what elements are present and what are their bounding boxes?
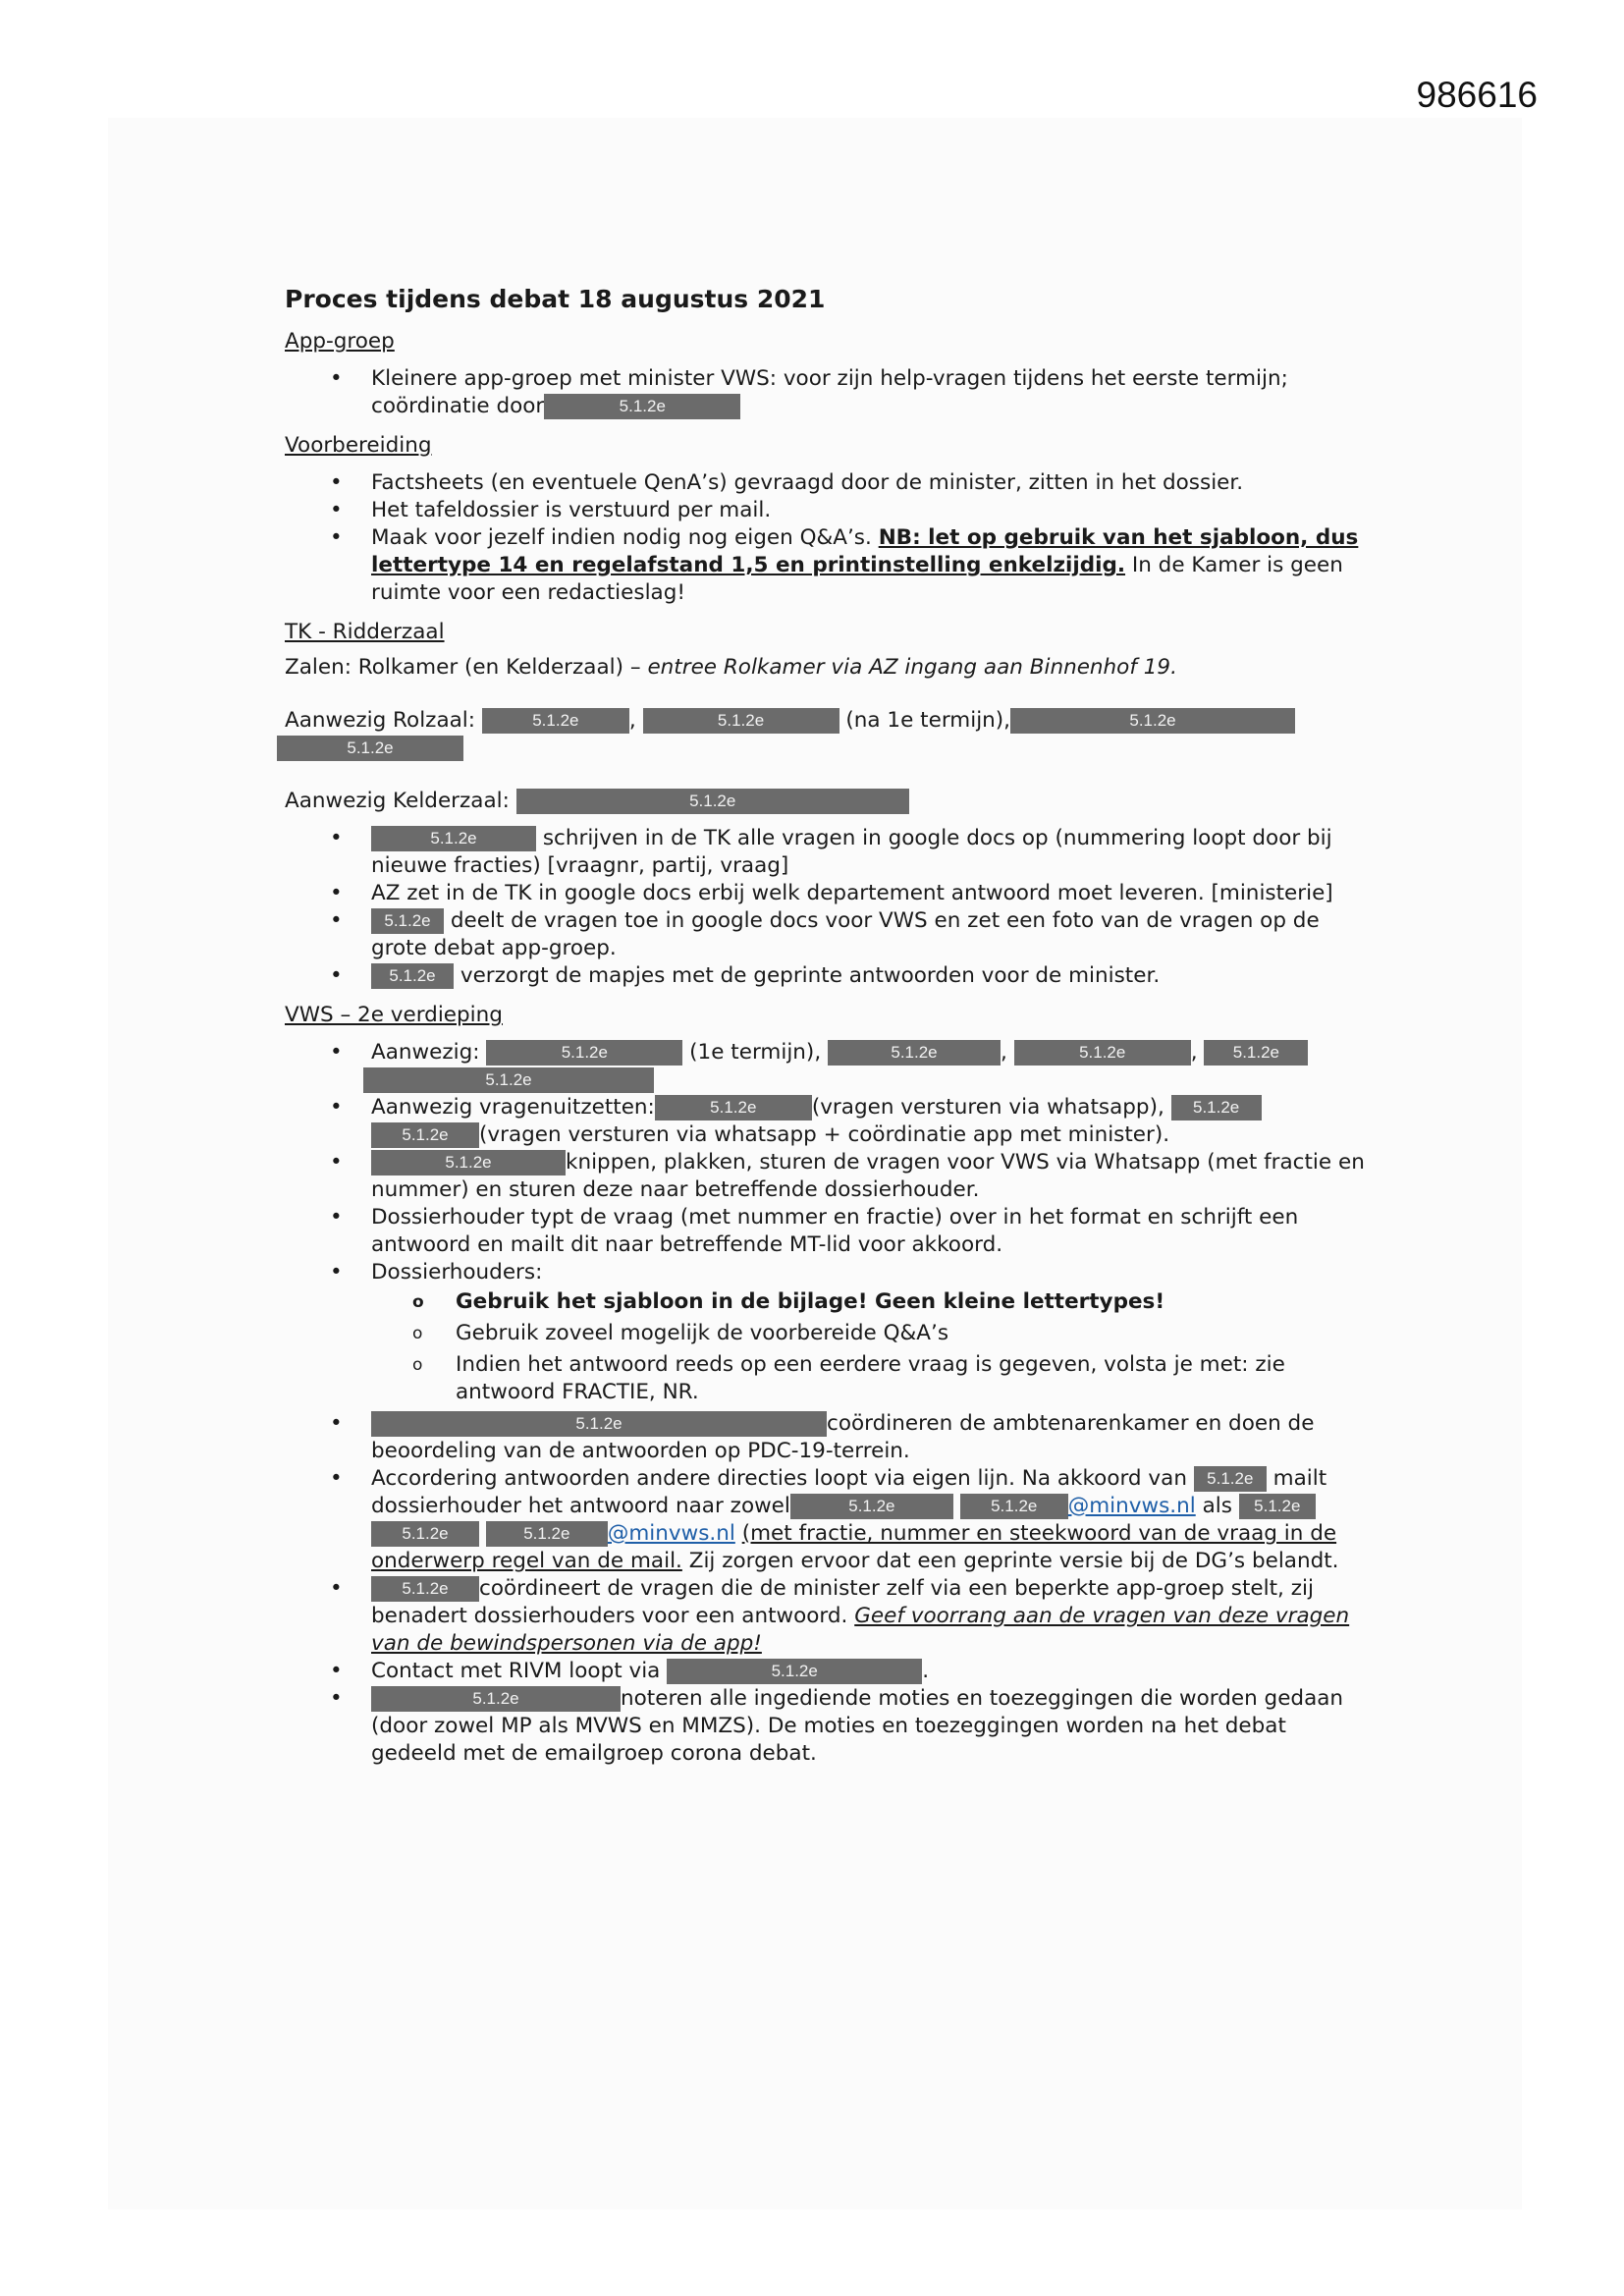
redaction-block: 5.1.2e bbox=[1014, 1040, 1191, 1066]
list-item: • Aanwezig vragenuitzetten: 5.1.2e (vragen versturen via whatsapp), 5.1.2e 5.1.2e (vragen versturen via whatsapp + coördinatie app met minister). bbox=[371, 1094, 1365, 1149]
list-item: • Maak voor jezelf indien nodig nog eigen Q&A’s. NB: let op gebruik van het sjabloon, dus lettertype 14 en regelafstand 1,5 en printinstelling enkelzijdig. In de Kamer is geen ruimte voor een redactieslag! bbox=[371, 524, 1365, 607]
redaction-block: 5.1.2e bbox=[277, 736, 463, 761]
list-item: • 5.1.2e deelt de vragen toe in google docs voor VWS en zet een foto van de vragen op de grote debat app-groep. bbox=[371, 907, 1365, 962]
redaction-block: 5.1.2e bbox=[828, 1040, 1001, 1066]
list-item: • Accordering antwoorden andere directies loopt via eigen lijn. Na akkoord van 5.1.2e mailt dossierhouder het antwoord naar zowel 5.1.2e 5.1.2e @minvws.nl als 5.1.2e 5.1.2e 5.1.2e @minvws.nl (met fractie, nummer en steekwoord van de vraag in de onderwerp regel van de mail. Zij zorgen ervoor dat een geprinte versie bij de DG’s belandt. bbox=[371, 1465, 1365, 1575]
redaction-block: 5.1.2e bbox=[363, 1067, 654, 1093]
list-item: • 5.1.2e noteren alle ingediende moties en toezeggingen die worden gedaan (door zowel MP als MVWS en MMZS). De moties en toezeggingen worden na het debat gedeeld met de emailgroep corona debat. bbox=[371, 1685, 1365, 1768]
document-title: Proces tijdens debat 18 augustus 2021 bbox=[285, 285, 826, 313]
redaction-block: 5.1.2e bbox=[516, 789, 909, 814]
sublist-item: o Gebruik het sjabloon in de bijlage! Geen kleine lettertypes! bbox=[456, 1288, 1365, 1316]
list-item: • Factsheets (en eventuele QenA’s) gevraagd door de minister, zitten in het dossier. bbox=[371, 469, 1365, 497]
rolzaal-line: Aanwezig Rolzaal: 5.1.2e , 5.1.2e (na 1e termijn), 5.1.2e 5.1.2e bbox=[285, 707, 1365, 762]
list-item: • 5.1.2e coördineert de vragen die de minister zelf via een beperkte app-groep stelt, zij benadert dossierhouders voor een antwoord. Geef voorrang aan de vragen van deze vragen van de bewindspersonen via de app! bbox=[371, 1575, 1365, 1658]
document-number: 986616 bbox=[1416, 75, 1538, 115]
kelderzaal-line: Aanwezig Kelderzaal: 5.1.2e bbox=[285, 788, 1365, 815]
tk-list bbox=[285, 825, 1365, 990]
redaction-block: 5.1.2e bbox=[371, 908, 444, 934]
document-body bbox=[285, 283, 1365, 1779]
redaction-block: 5.1.2e bbox=[371, 826, 536, 851]
section-heading-voorbereiding: Voorbereiding bbox=[285, 433, 432, 458]
list-item: • 5.1.2e schrijven in de TK alle vragen in google docs op (nummering loopt door bij nieuwe fracties) [vraagnr, partij, vraag] bbox=[371, 825, 1365, 880]
list-item: • Het tafeldossier is verstuurd per mail. bbox=[371, 497, 1365, 524]
redaction-block: 5.1.2e bbox=[486, 1040, 682, 1066]
section-heading-vws: VWS – 2e verdieping bbox=[285, 1003, 503, 1027]
email-domain-link[interactable]: @minvws.nl bbox=[1067, 1494, 1196, 1518]
section-heading-tk: TK - Ridderzaal bbox=[285, 620, 445, 644]
list-item: • AZ zet in de TK in google docs erbij welk departement antwoord moet leveren. [ministerie] bbox=[371, 880, 1365, 907]
sublist-item: o Indien het antwoord reeds op een eerdere vraag is gegeven, volsta je met: zie antwoord FRACTIE, NR. bbox=[456, 1351, 1365, 1406]
redaction-block: 5.1.2e bbox=[790, 1494, 953, 1519]
redaction-block: 5.1.2e bbox=[486, 1521, 608, 1547]
list-item: • Aanwezig: 5.1.2e (1e termijn), 5.1.2e , 5.1.2e , 5.1.2e 5.1.2e bbox=[371, 1039, 1365, 1094]
redaction-block: 5.1.2e bbox=[371, 1576, 479, 1602]
app-groep-list bbox=[285, 365, 1365, 420]
voorbereiding-list bbox=[285, 469, 1365, 607]
redaction-block: 5.1.2e bbox=[960, 1494, 1068, 1519]
template-warning: NB: let op gebruik van het sjabloon, dus lettertype 14 en regelafstand 1,5 en printinstelling enkelzijdig. bbox=[371, 525, 1359, 577]
redaction-block: 5.1.2e bbox=[371, 1150, 566, 1175]
sublist-item: o Gebruik zoveel mogelijk de voorbereide Q&A’s bbox=[456, 1320, 1365, 1347]
redaction-block: 5.1.2e bbox=[655, 1095, 812, 1121]
list-item: • Contact met RIVM loopt via 5.1.2e . bbox=[371, 1658, 1365, 1685]
email-domain-link[interactable]: @minvws.nl bbox=[607, 1521, 735, 1546]
redaction-block: 5.1.2e bbox=[1194, 1466, 1267, 1492]
list-item: • Dossierhouder typt de vraag (met nummer en fractie) over in het format en schrijft een antwoord en mailt dit naar betreffende MT-lid voor akkoord. bbox=[371, 1204, 1365, 1259]
redaction-block: 5.1.2e bbox=[371, 963, 454, 989]
redaction-block: 5.1.2e bbox=[371, 1686, 621, 1712]
vws-list bbox=[285, 1039, 1365, 1768]
redaction-block: 5.1.2e bbox=[1204, 1040, 1308, 1066]
redaction-block: 5.1.2e bbox=[1010, 708, 1295, 734]
list-item: • Kleinere app-groep met minister VWS: voor zijn help-vragen tijdens het eerste termijn; coördinatie door 5.1.2e bbox=[371, 365, 1365, 420]
list-item: • 5.1.2e knippen, plakken, sturen de vragen voor VWS via Whatsapp (met fractie en nummer) en sturen deze naar betreffende dossierhouder. bbox=[371, 1149, 1365, 1204]
list-item: • 5.1.2e coördineren de ambtenarenkamer en doen de beoordeling van de antwoorden op PDC-19-terrein. bbox=[371, 1410, 1365, 1465]
redaction-block: 5.1.2e bbox=[643, 708, 839, 734]
redaction-block: 5.1.2e bbox=[667, 1659, 922, 1684]
zalen-line: Zalen: Rolkamer (en Kelderzaal) – entree Rolkamer via AZ ingang aan Binnenhof 19. bbox=[285, 655, 1177, 680]
redaction-block: 5.1.2e bbox=[1239, 1494, 1316, 1519]
list-item: • Dossierhouders: o Gebruik het sjabloon in de bijlage! Geen kleine lettertypes! o Gebruik zoveel mogelijk de voorbereide Q&A’s o Indien het antwoord reeds op een eerdere vraag is gegeven, volsta je met: zie antwoord FRACTIE, NR. bbox=[371, 1259, 1365, 1406]
redaction-block: 5.1.2e bbox=[371, 1122, 479, 1148]
redaction-block: 5.1.2e bbox=[544, 394, 740, 419]
section-heading-app-groep: App-groep bbox=[285, 329, 395, 354]
redaction-block: 5.1.2e bbox=[482, 708, 629, 734]
list-item: • 5.1.2e verzorgt de mapjes met de geprinte antwoorden voor de minister. bbox=[371, 962, 1365, 990]
redaction-block: 5.1.2e bbox=[1171, 1095, 1262, 1121]
redaction-block: 5.1.2e bbox=[371, 1521, 479, 1547]
redaction-block: 5.1.2e bbox=[371, 1411, 827, 1437]
dossierhouders-sublist bbox=[371, 1288, 1365, 1406]
